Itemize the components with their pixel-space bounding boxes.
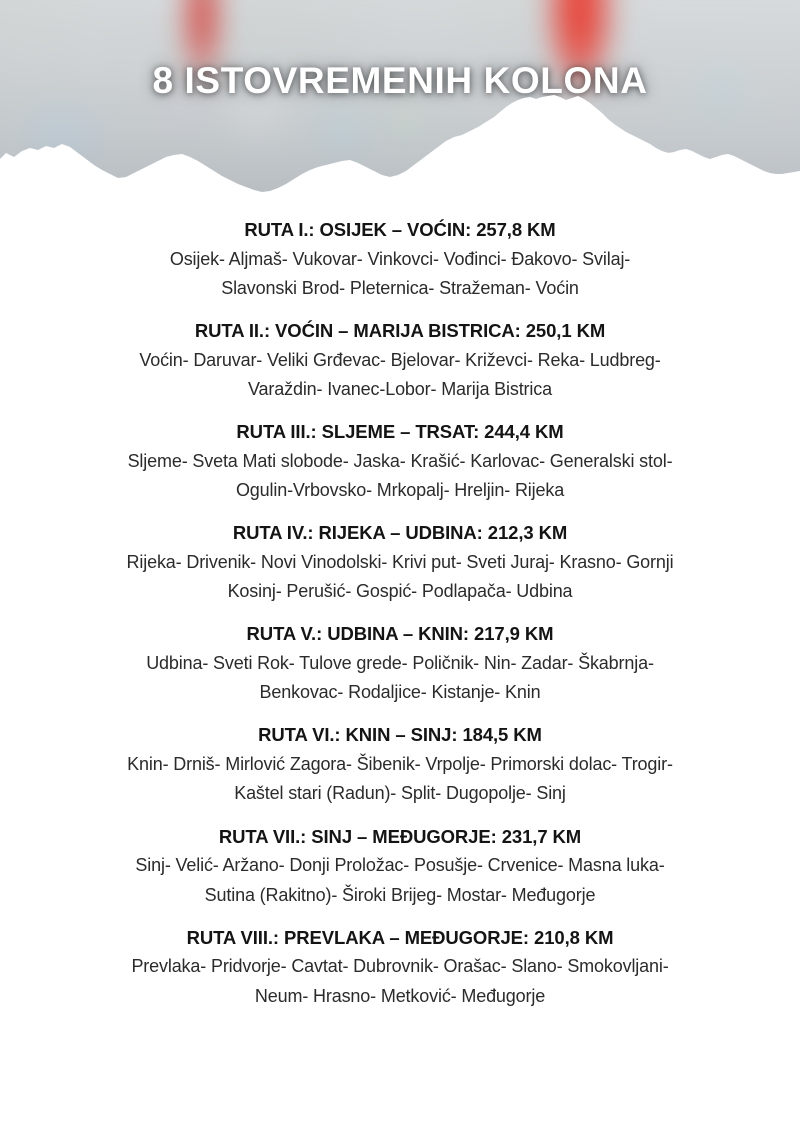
route-stops-line: Knin- Drniš- Mirlović Zagora- Šibenik- Vrpolje- Primorski dolac- Trogir- — [127, 754, 673, 775]
hero-header — [0, 0, 800, 200]
route-block-2 — [14, 319, 786, 404]
route-block-6 — [14, 723, 786, 808]
route-heading: RUTA VI.: KNIN – SINJ: 184,5 KM — [258, 724, 542, 746]
route-heading: RUTA VIII.: PREVLAKA – MEĐUGORJE: 210,8 KM — [186, 926, 614, 948]
route-stops-line: Osijek- Aljmaš- Vukovar- Vinkovci- Vođinci- Đakovo- Svilaj- — [169, 248, 631, 269]
route-block-5 — [14, 622, 786, 707]
route-block-3 — [14, 420, 786, 505]
route-block-4 — [14, 521, 786, 606]
torn-paper-edge — [0, 91, 800, 200]
route-stops-line: Neum- Hrasno- Metković- Međugorje — [254, 985, 546, 1006]
route-heading: RUTA V.: UDBINA – KNIN: 217,9 KM — [246, 623, 554, 645]
route-block-7 — [14, 825, 786, 910]
routes-list — [0, 200, 800, 1011]
route-stops-line: Varaždin- Ivanec-Lobor- Marija Bistrica — [248, 379, 552, 400]
route-heading: RUTA I.: OSIJEK – VOĆIN: 257,8 KM — [244, 219, 556, 240]
route-block-8 — [14, 926, 786, 1011]
route-heading: RUTA VII.: SINJ – MEĐUGORJE: 231,7 KM — [218, 825, 582, 847]
route-stops-line: Slavonski Brod- Pleternica- Stražeman- Voćin — [221, 277, 579, 298]
route-heading: RUTA III.: SLJEME – TRSAT: 244,4 KM — [236, 421, 564, 443]
route-stops-line: Rijeka- Drivenik- Novi Vinodolski- Krivi put- Sveti Juraj- Krasno- Gornji — [126, 552, 674, 573]
route-stops-line: Kosinj- Perušić- Gospić- Podlapača- Udbina — [227, 581, 573, 602]
route-heading: RUTA II.: VOĆIN – MARIJA BISTRICA: 250,1 KM — [194, 320, 606, 342]
route-stops-line: Prevlaka- Pridvorje- Cavtat- Dubrovnik- Orašac- Slano- Smokovljani- — [131, 956, 669, 977]
route-heading: RUTA IV.: RIJEKA – UDBINA: 212,3 KM — [232, 522, 568, 544]
route-stops-line: Ogulin-Vrbovsko- Mrkopalj- Hreljin- Rijeka — [235, 480, 565, 501]
route-stops-line: Kaštel stari (Radun)- Split- Dugopolje- Sinj — [234, 783, 566, 804]
route-stops-line: Voćin- Daruvar- Veliki Grđevac- Bjelovar- Križevci- Reka- Ludbreg- — [139, 349, 661, 370]
page-title: 8 ISTOVREMENIH KOLONA — [152, 60, 648, 101]
route-stops-line: Udbina- Sveti Rok- Tulove grede- Poličnik- Nin- Zadar- Škabrnja- — [146, 653, 654, 674]
route-stops-line: Sutina (Rakitno)- Široki Brijeg- Mostar- Međugorje — [204, 884, 596, 905]
route-stops-line: Sinj- Velić- Aržano- Donji Proložac- Posušje- Crvenice- Masna luka- — [135, 855, 665, 876]
route-stops-line: Benkovac- Rodaljice- Kistanje- Knin — [259, 682, 541, 703]
route-block-1 — [14, 218, 786, 303]
route-stops-line: Sljeme- Sveta Mati slobode- Jaska- Krašić- Karlovac- Generalski stol- — [127, 450, 673, 471]
